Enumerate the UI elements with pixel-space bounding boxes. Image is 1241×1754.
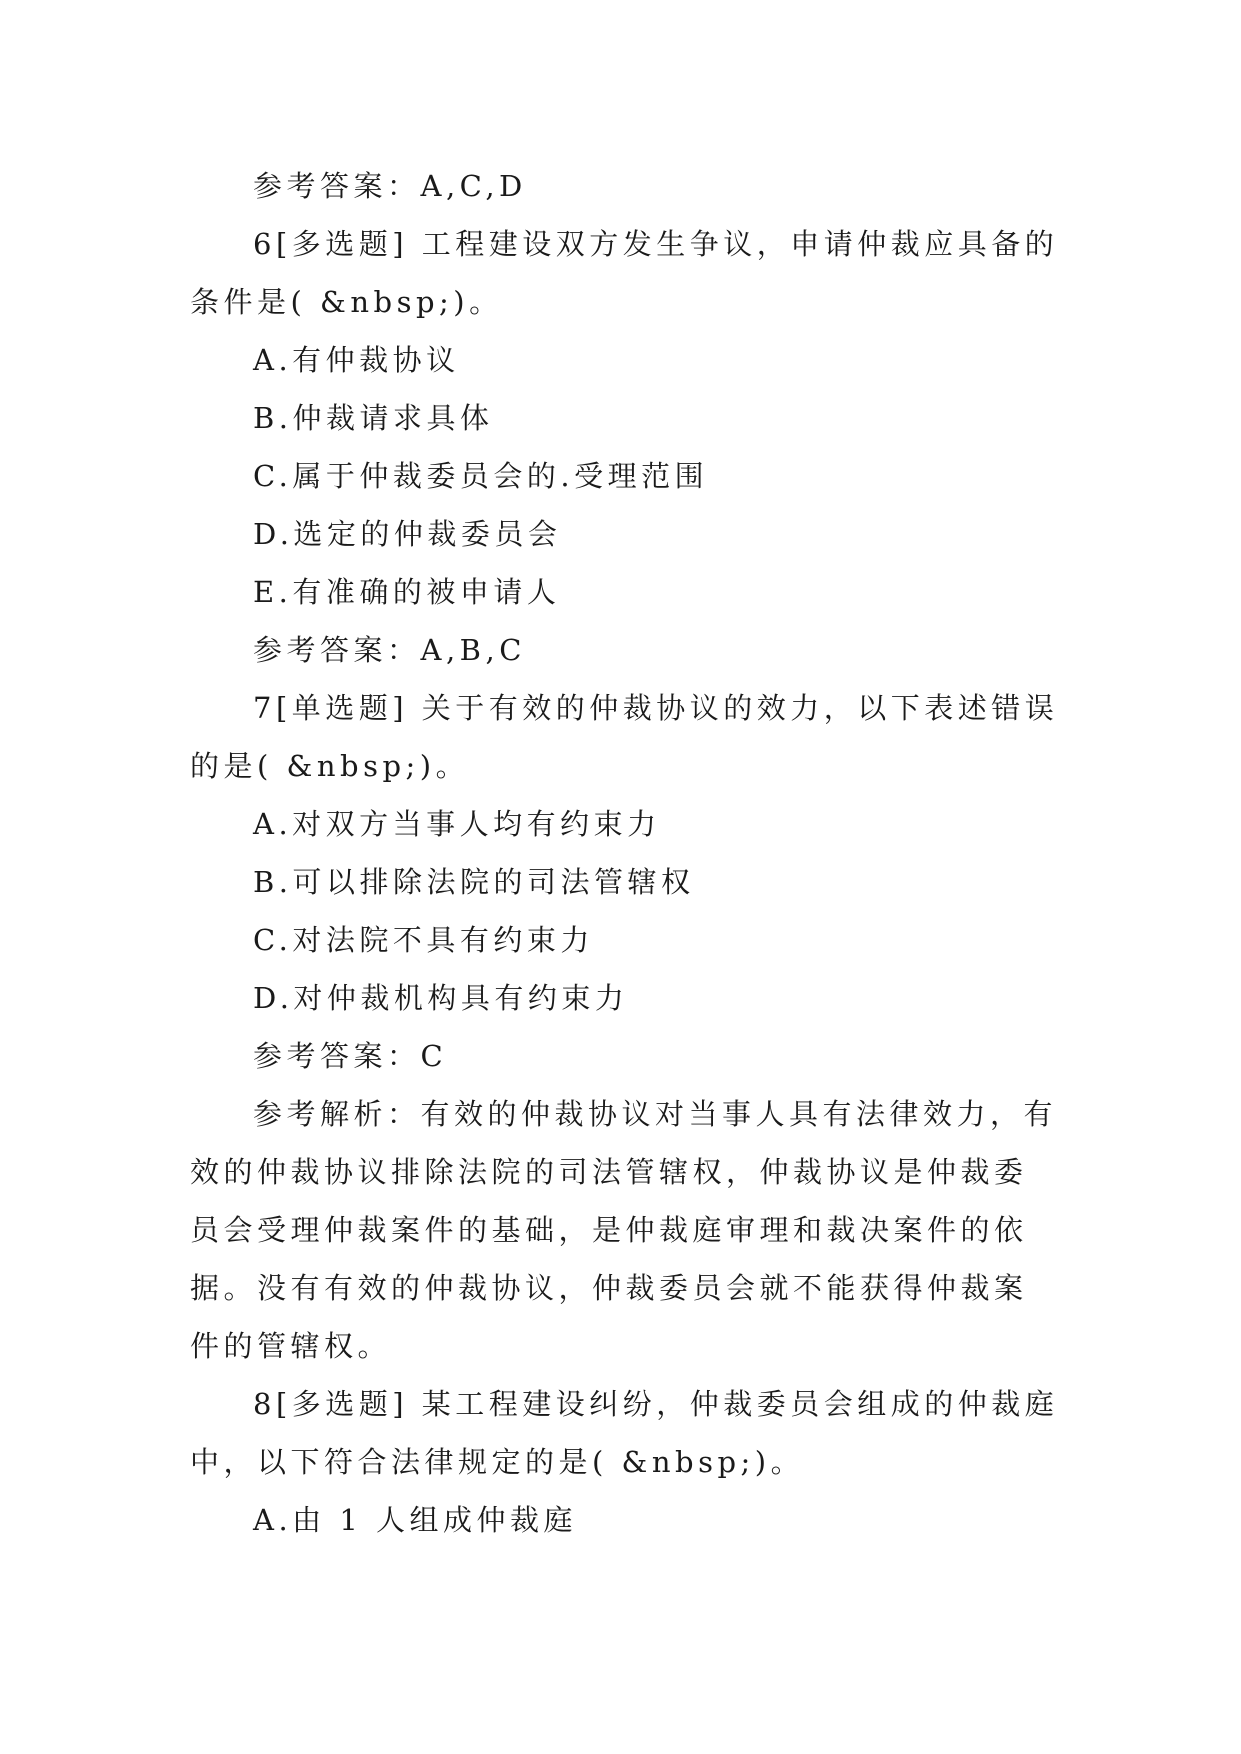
option-7c: C.对法院不具有约束力	[253, 923, 594, 957]
explanation-q7: 参考解析：有效的仲裁协议对当事人具有法律效力，有效的仲裁协议排除法院的司法管辖权，仲裁协议是仲裁委员会受理仲裁案件的基础，是仲裁庭审理和裁决案件的依据。没有有效的仲裁协议，仲裁委员会就不能获得仲裁案件的管辖权。	[190, 1097, 1058, 1363]
option-6b: B.仲裁请求具体	[253, 401, 494, 435]
answer-q6: 参考答案：A,B,C	[253, 633, 526, 667]
option-6e: E.有准确的被申请人	[253, 575, 561, 609]
option-7d: D.对仲裁机构具有约束力	[253, 981, 629, 1015]
option-6a: A.有仲裁协议	[253, 343, 460, 377]
question-8: 8[多选题] 某工程建设纠纷，仲裁委员会组成的仲裁庭中，以下符合法律规定的是( &nbsp;)。	[190, 1387, 1059, 1479]
question-6: 6[多选题] 工程建设双方发生争议，申请仲裁应具备的条件是( &nbsp;)。	[190, 227, 1059, 319]
question-7: 7[单选题] 关于有效的仲裁协议的效力，以下表述错误的是( &nbsp;)。	[190, 691, 1059, 783]
document-body	[190, 157, 1060, 1549]
option-6c: C.属于仲裁委员会的.受理范围	[253, 459, 709, 493]
option-6d: D.选定的仲裁委员会	[253, 517, 562, 551]
answer-q5: 参考答案：A,C,D	[253, 169, 527, 203]
option-7a: A.对双方当事人均有约束力	[253, 807, 661, 841]
answer-q7: 参考答案：C	[253, 1039, 448, 1073]
option-7b: B.可以排除法院的司法管辖权	[253, 865, 695, 899]
option-8a: A.由 1 人组成仲裁庭	[253, 1503, 578, 1537]
